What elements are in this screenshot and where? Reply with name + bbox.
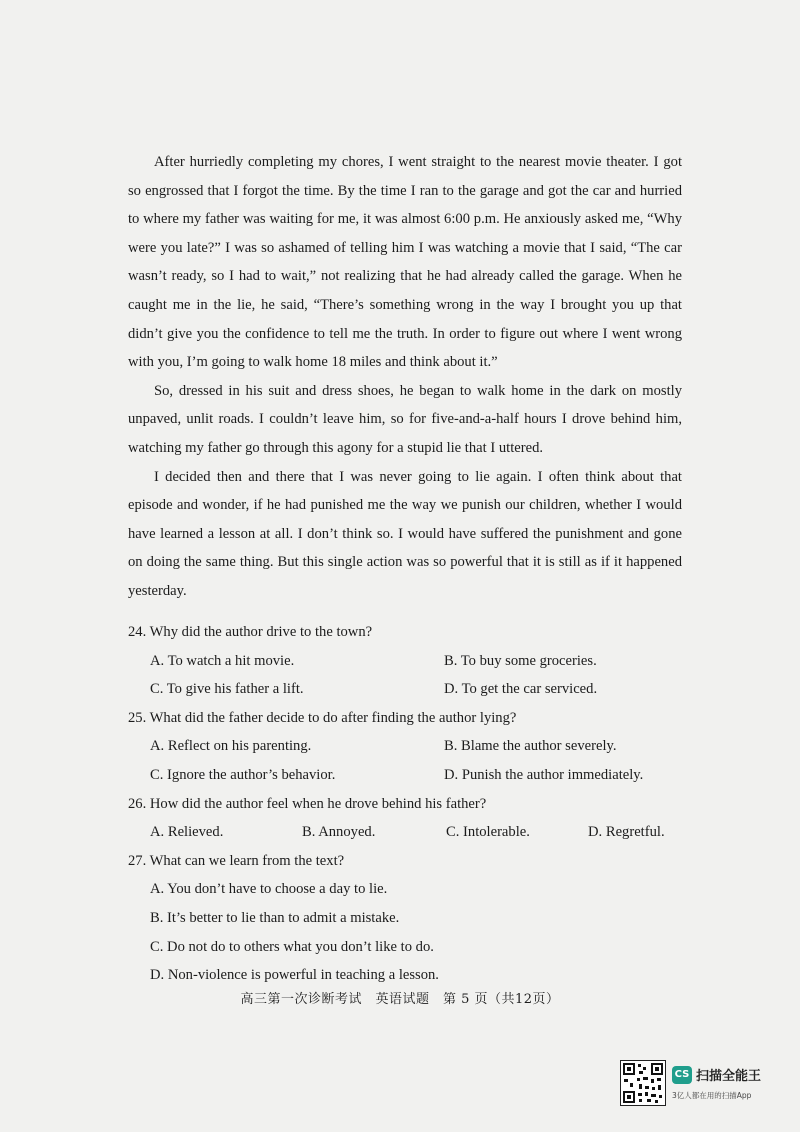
option-row (128, 904, 688, 933)
passage-paragraph-3: I decided then and there that I was never going to lie again. I often think about that episode and wonder, if he had punished me the way we punish our children, whether I would have learned a lesson at all. I don’t think so. I would have suffered the punishment and gone on doing the same thing. But this single action was so powerful that it is still as if it happened yesterday. (128, 468, 682, 599)
question-stem: 27. What can we learn from the text? (128, 852, 345, 869)
option-row (128, 818, 688, 847)
question-stem: 24. Why did the author drive to the town? (128, 624, 373, 640)
question-24 (128, 618, 688, 704)
option-row (128, 933, 688, 962)
option-b: B. Annoyed. (302, 824, 376, 841)
option-d: D. Regretful. (588, 824, 665, 841)
option-d: D. To get the car serviced. (444, 681, 598, 698)
option-c: C. Intolerable. (446, 824, 530, 841)
option-a: A. Reflect on his parenting. (150, 738, 312, 755)
question-27 (128, 847, 688, 990)
option-c: C. Do not do to others what you don’t like to do. (150, 938, 434, 955)
option-d: D. Non-violence is powerful in teaching a lesson. (150, 967, 439, 984)
option-row (128, 761, 688, 790)
option-d: D. Punish the author immediately. (444, 766, 644, 783)
qr-code-icon (620, 1060, 666, 1106)
reading-passage (128, 148, 682, 606)
option-row (128, 732, 688, 761)
scanner-app-name: 扫描全能王 (696, 1069, 762, 1084)
option-a: A. You don’t have to choose a day to lie. (150, 881, 388, 898)
option-row (128, 647, 688, 676)
camscanner-logo-icon: CS (672, 1066, 692, 1084)
question-list (128, 618, 688, 990)
option-row (128, 961, 688, 990)
option-b: B. To buy some groceries. (444, 652, 597, 669)
option-c: C. Ignore the author’s behavior. (150, 766, 336, 783)
page-footer: 高三第一次诊断考试 英语试题 第 5 页（共12页） (240, 992, 560, 1007)
scanner-watermark (620, 1060, 780, 1110)
question-stem: 25. What did the father decide to do after finding the author lying? (128, 709, 517, 726)
question-26 (128, 790, 688, 847)
option-b: B. It’s better to lie than to admit a mistake. (150, 909, 400, 926)
option-c: C. To give his father a lift. (150, 681, 304, 698)
passage-paragraph-1: After hurriedly completing my chores, I went straight to the nearest movie theater. I got so engrossed that I forgot the time. By the time I ran to the garage and got the car and hurried to where my father was waiting for me, it was almost 6:00 p.m. He anxiously asked me, “Why were you late?” I was so ashamed of telling him I was watching a movie that I said, “The car wasn’t ready, so I had to wait,” not realizing that he had already called the garage. When he caught me in the lie, he said, “There’s something wrong in the way I brought you up that didn’t give you the confidence to tell me the truth. In order to figure out where I went wrong with you, I’m going to walk home 18 miles and think about it.” (128, 154, 682, 371)
option-a: A. Relieved. (150, 824, 224, 841)
option-a: A. To watch a hit movie. (150, 652, 295, 669)
passage-paragraph-2: So, dressed in his suit and dress shoes, he began to walk home in the dark on mostly unpaved, unlit roads. I couldn’t leave him, so for five-and-a-half hours I drove behind him, watching my father go through this agony for a stupid lie that I uttered. (128, 382, 682, 456)
option-row (128, 875, 688, 904)
option-b: B. Blame the author severely. (444, 738, 617, 755)
question-25 (128, 704, 688, 790)
question-stem: 26. How did the author feel when he drove behind his father? (128, 795, 487, 812)
option-row (128, 675, 688, 704)
scanner-tagline: 3亿人都在用的扫描App (672, 1091, 752, 1100)
